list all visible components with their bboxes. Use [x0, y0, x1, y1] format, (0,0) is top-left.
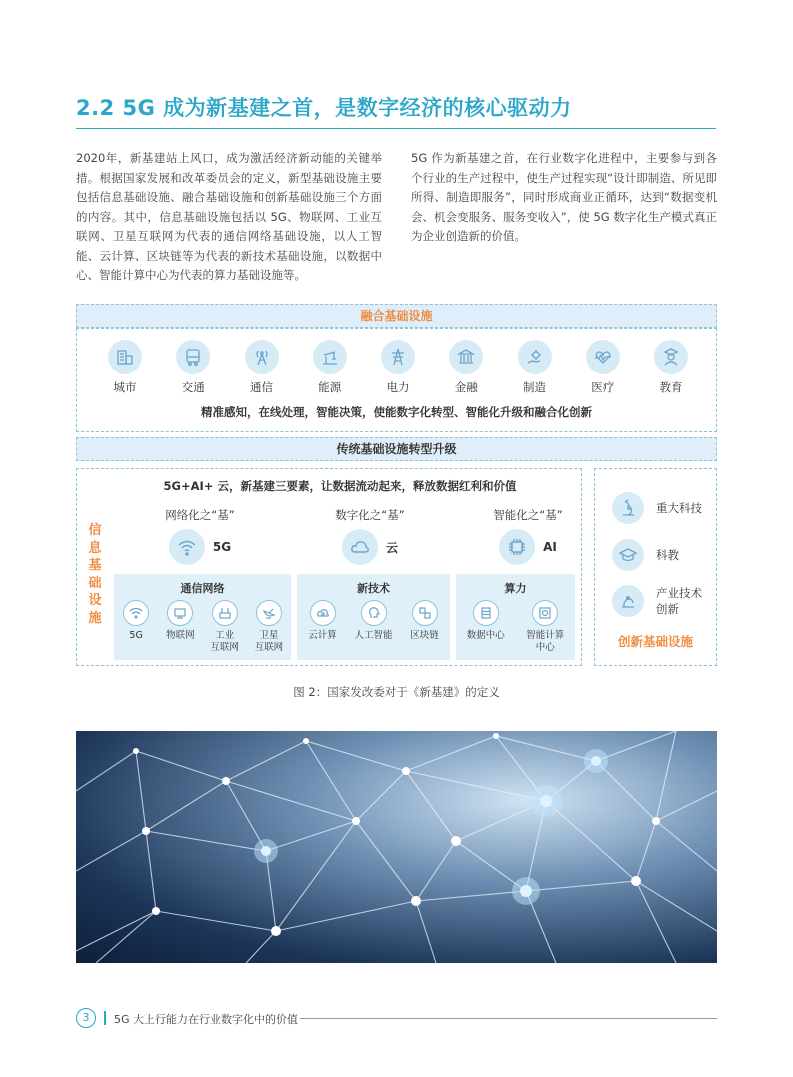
innovation-item-science: 重大科技: [612, 492, 702, 524]
group-item-ai: 人工智能: [351, 600, 397, 642]
chip-icon: [499, 529, 535, 565]
graduation-cap-icon: [612, 539, 644, 571]
oil-pump-icon: [313, 340, 347, 374]
group-communication-network: 通信网络 5G 物联网 工业 互联网 卫星 互联网: [114, 574, 291, 660]
building-icon: [108, 340, 142, 374]
innovation-title: 创新基础设施: [617, 634, 693, 649]
blockchain-icon: [412, 600, 438, 626]
transform-band: 传统基础设施转型升级: [76, 437, 717, 461]
footer-title: 5G 大上行能力在行业数字化中的价值: [114, 1013, 299, 1026]
conv-item-power: 电力: [373, 340, 423, 395]
ai-head-icon: [361, 600, 387, 626]
heartbeat-icon: [586, 340, 620, 374]
convergence-icons: [100, 340, 696, 395]
smart-compute-icon: [532, 600, 558, 626]
wifi-icon: [123, 600, 149, 626]
conv-item-education: 教育: [646, 340, 696, 395]
student-icon: [654, 340, 688, 374]
group-item-smart-computing-center: 智能计算中心: [522, 600, 568, 654]
group-new-technology: 新技术 云计算 人工智能 区块链: [297, 574, 450, 660]
pillar-5g: 网络化之“基” 5G: [125, 507, 275, 565]
network-photo: [76, 731, 717, 963]
industrial-router-icon: [212, 600, 238, 626]
information-headline: 5G+AI+ 云，新基建三要素，让数据流动起来，释放数据红利和价值: [163, 479, 517, 493]
gear-hand-icon: [518, 340, 552, 374]
bus-icon: [176, 340, 210, 374]
conv-item-manufacturing: 制造: [510, 340, 560, 395]
router-icon: [167, 600, 193, 626]
power-tower-icon: [381, 340, 415, 374]
conv-item-transport: 交通: [168, 340, 218, 395]
convergence-caption: 精准感知，在线处理，智能决策，使能数字化转型、智能化升级和融合化创新: [201, 405, 592, 419]
robot-arm-icon: [612, 585, 644, 617]
footer-rule: [300, 1018, 717, 1019]
conv-item-finance: 金融: [441, 340, 491, 395]
innovation-item-industry-tech: 产业技术 创新: [612, 585, 702, 617]
pillar-cloud: 数字化之“基” 云: [295, 507, 445, 565]
section-title: 2.2 5G 成为新基建之首，是数字经济的核心驱动力: [76, 96, 572, 120]
microscope-icon: [612, 492, 644, 524]
figure-caption: 图 2：国家发改委对于《新基建》的定义: [293, 685, 500, 699]
page-number: 3: [76, 1008, 96, 1028]
information-side-label: 信息基础设施: [88, 523, 102, 626]
group-item-5g: 5G: [114, 600, 158, 654]
innovation-item-education: 科教: [612, 539, 679, 571]
conv-item-energy: 能源: [305, 340, 355, 395]
conv-item-city: 城市: [100, 340, 150, 395]
convergence-title: 融合基础设施: [76, 304, 717, 328]
wifi-icon: [169, 529, 205, 565]
group-item-blockchain: 区块链: [402, 600, 448, 642]
antenna-icon: [245, 340, 279, 374]
pillar-ai: 智能化之“基” AI: [453, 507, 603, 565]
group-item-satellite-internet: 卫星 互联网: [247, 600, 291, 654]
satellite-dish-icon: [256, 600, 282, 626]
group-item-data-center: 数据中心: [463, 600, 509, 654]
group-item-iot: 物联网: [158, 600, 202, 654]
server-icon: [473, 600, 499, 626]
group-item-cloud-computing: 云计算: [300, 600, 346, 642]
footer-separator: [104, 1011, 106, 1025]
title-divider: [76, 128, 716, 129]
group-item-industrial-internet: 工业 互联网: [203, 600, 247, 654]
cloud-gear-icon: [310, 600, 336, 626]
paragraph-left: 2020年，新基建站上风口，成为激活经济新动能的关键举措。根据国家发展和改革委员会的定义，新型基础设施主要包括信息基础设施、融合基础设施和创新基础设施三个方面的内容。其中，信息基础设施包括以 5G、物联网、工业互联网、卫星互联网为代表的通信网络基础设施，以人工智能、云计算、区块链等为代表的新技术基础设施，以数据中心、智能计算中心为代表的算力基础设施等。: [76, 151, 382, 282]
conv-item-medical: 医疗: [578, 340, 628, 395]
cloud-icon: [342, 529, 378, 565]
group-computing-power: 算力 数据中心 智能计算中心: [456, 574, 575, 660]
bank-icon: [449, 340, 483, 374]
paragraph-right: 5G 作为新基建之首，在行业数字化进程中，主要参与到各个行业的生产过程中，使生产过程实现“设计即制造、所见即所得、制造即服务”，同时形成商业正循环，达到“数据变机会、机会变服务、服务变收入”，使 5G 数字化生产模式真正为企业创造新的价值。: [411, 151, 717, 243]
network-mesh-graphic: [76, 731, 717, 963]
conv-item-communication: 通信: [237, 340, 287, 395]
